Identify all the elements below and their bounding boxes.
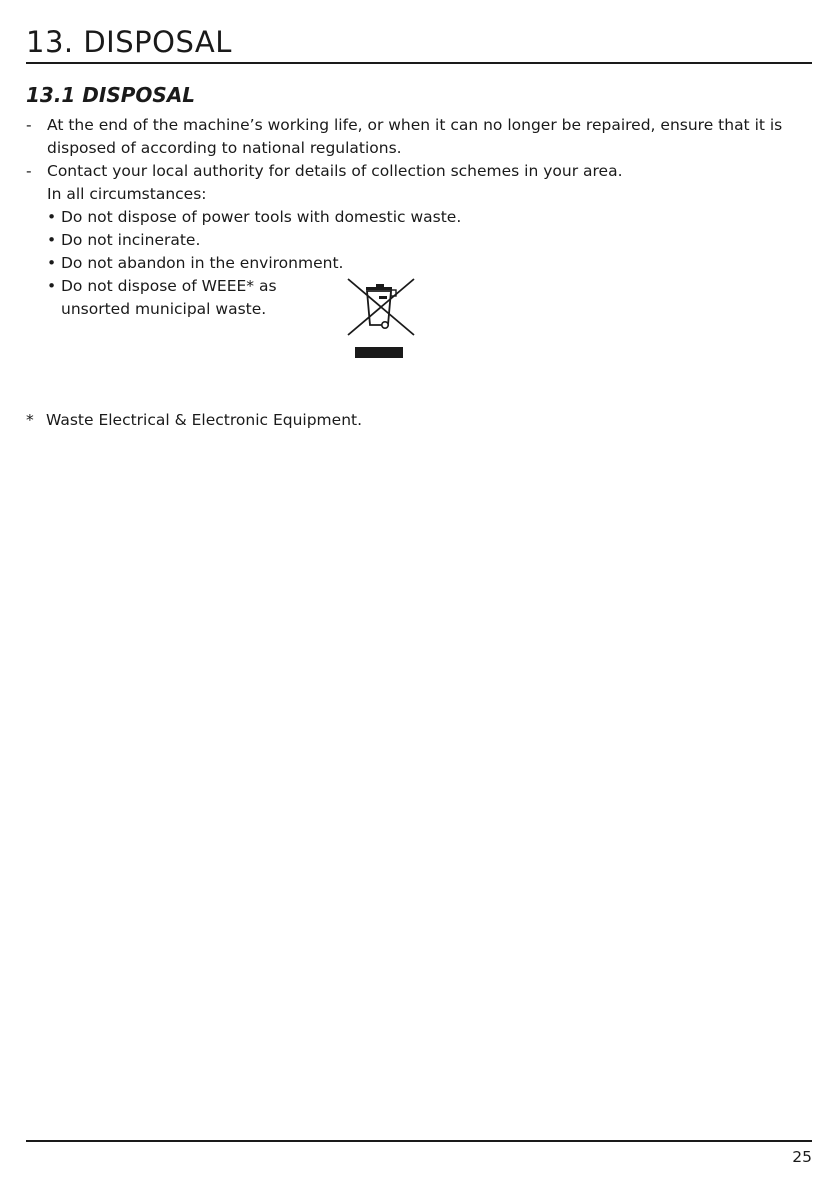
crossed-out-wheelie-bin-icon: [342, 275, 418, 361]
page-number: 25: [792, 1148, 812, 1166]
bullet-marker: •: [47, 254, 57, 272]
footnote-marker: *: [26, 411, 34, 429]
bullet-text: Do not dispose of WEEE* as unsorted municipal waste.: [61, 277, 277, 318]
dash-marker: -: [26, 162, 32, 180]
bullet-item: [47, 229, 816, 252]
footer-divider: [26, 1140, 812, 1142]
bullet-text: Do not dispose of power tools with domestic waste.: [61, 208, 462, 226]
bullet-marker: •: [47, 277, 57, 295]
bullet-item: [47, 252, 816, 275]
list-item-text: Contact your local authority for details of collection schemes in your area.: [47, 162, 623, 180]
bullet-marker: •: [47, 208, 57, 226]
bullet-item: [47, 206, 816, 229]
circumstances-intro: In all circumstances:: [47, 185, 207, 203]
bullet-marker: •: [47, 231, 57, 249]
title-divider: [26, 62, 812, 64]
dash-marker: -: [26, 116, 32, 134]
bullet-list: [26, 206, 816, 361]
list-item: [26, 114, 816, 160]
bullet-text: Do not abandon in the environment.: [61, 254, 344, 272]
footnote: [26, 409, 362, 432]
list-item: [26, 160, 816, 183]
list-item-text: At the end of the machine’s working life, or when it can no longer be repaired, ensure that it is disposed of according to national regulations.: [47, 116, 783, 157]
section-body: [26, 114, 816, 361]
bullet-item: [47, 275, 816, 361]
footnote-text: Waste Electrical & Electronic Equipment.: [46, 411, 363, 429]
page-title: 13. DISPOSAL: [26, 25, 232, 59]
section-title: 13.1 DISPOSAL: [26, 83, 196, 107]
bullet-text: Do not incinerate.: [61, 231, 201, 249]
